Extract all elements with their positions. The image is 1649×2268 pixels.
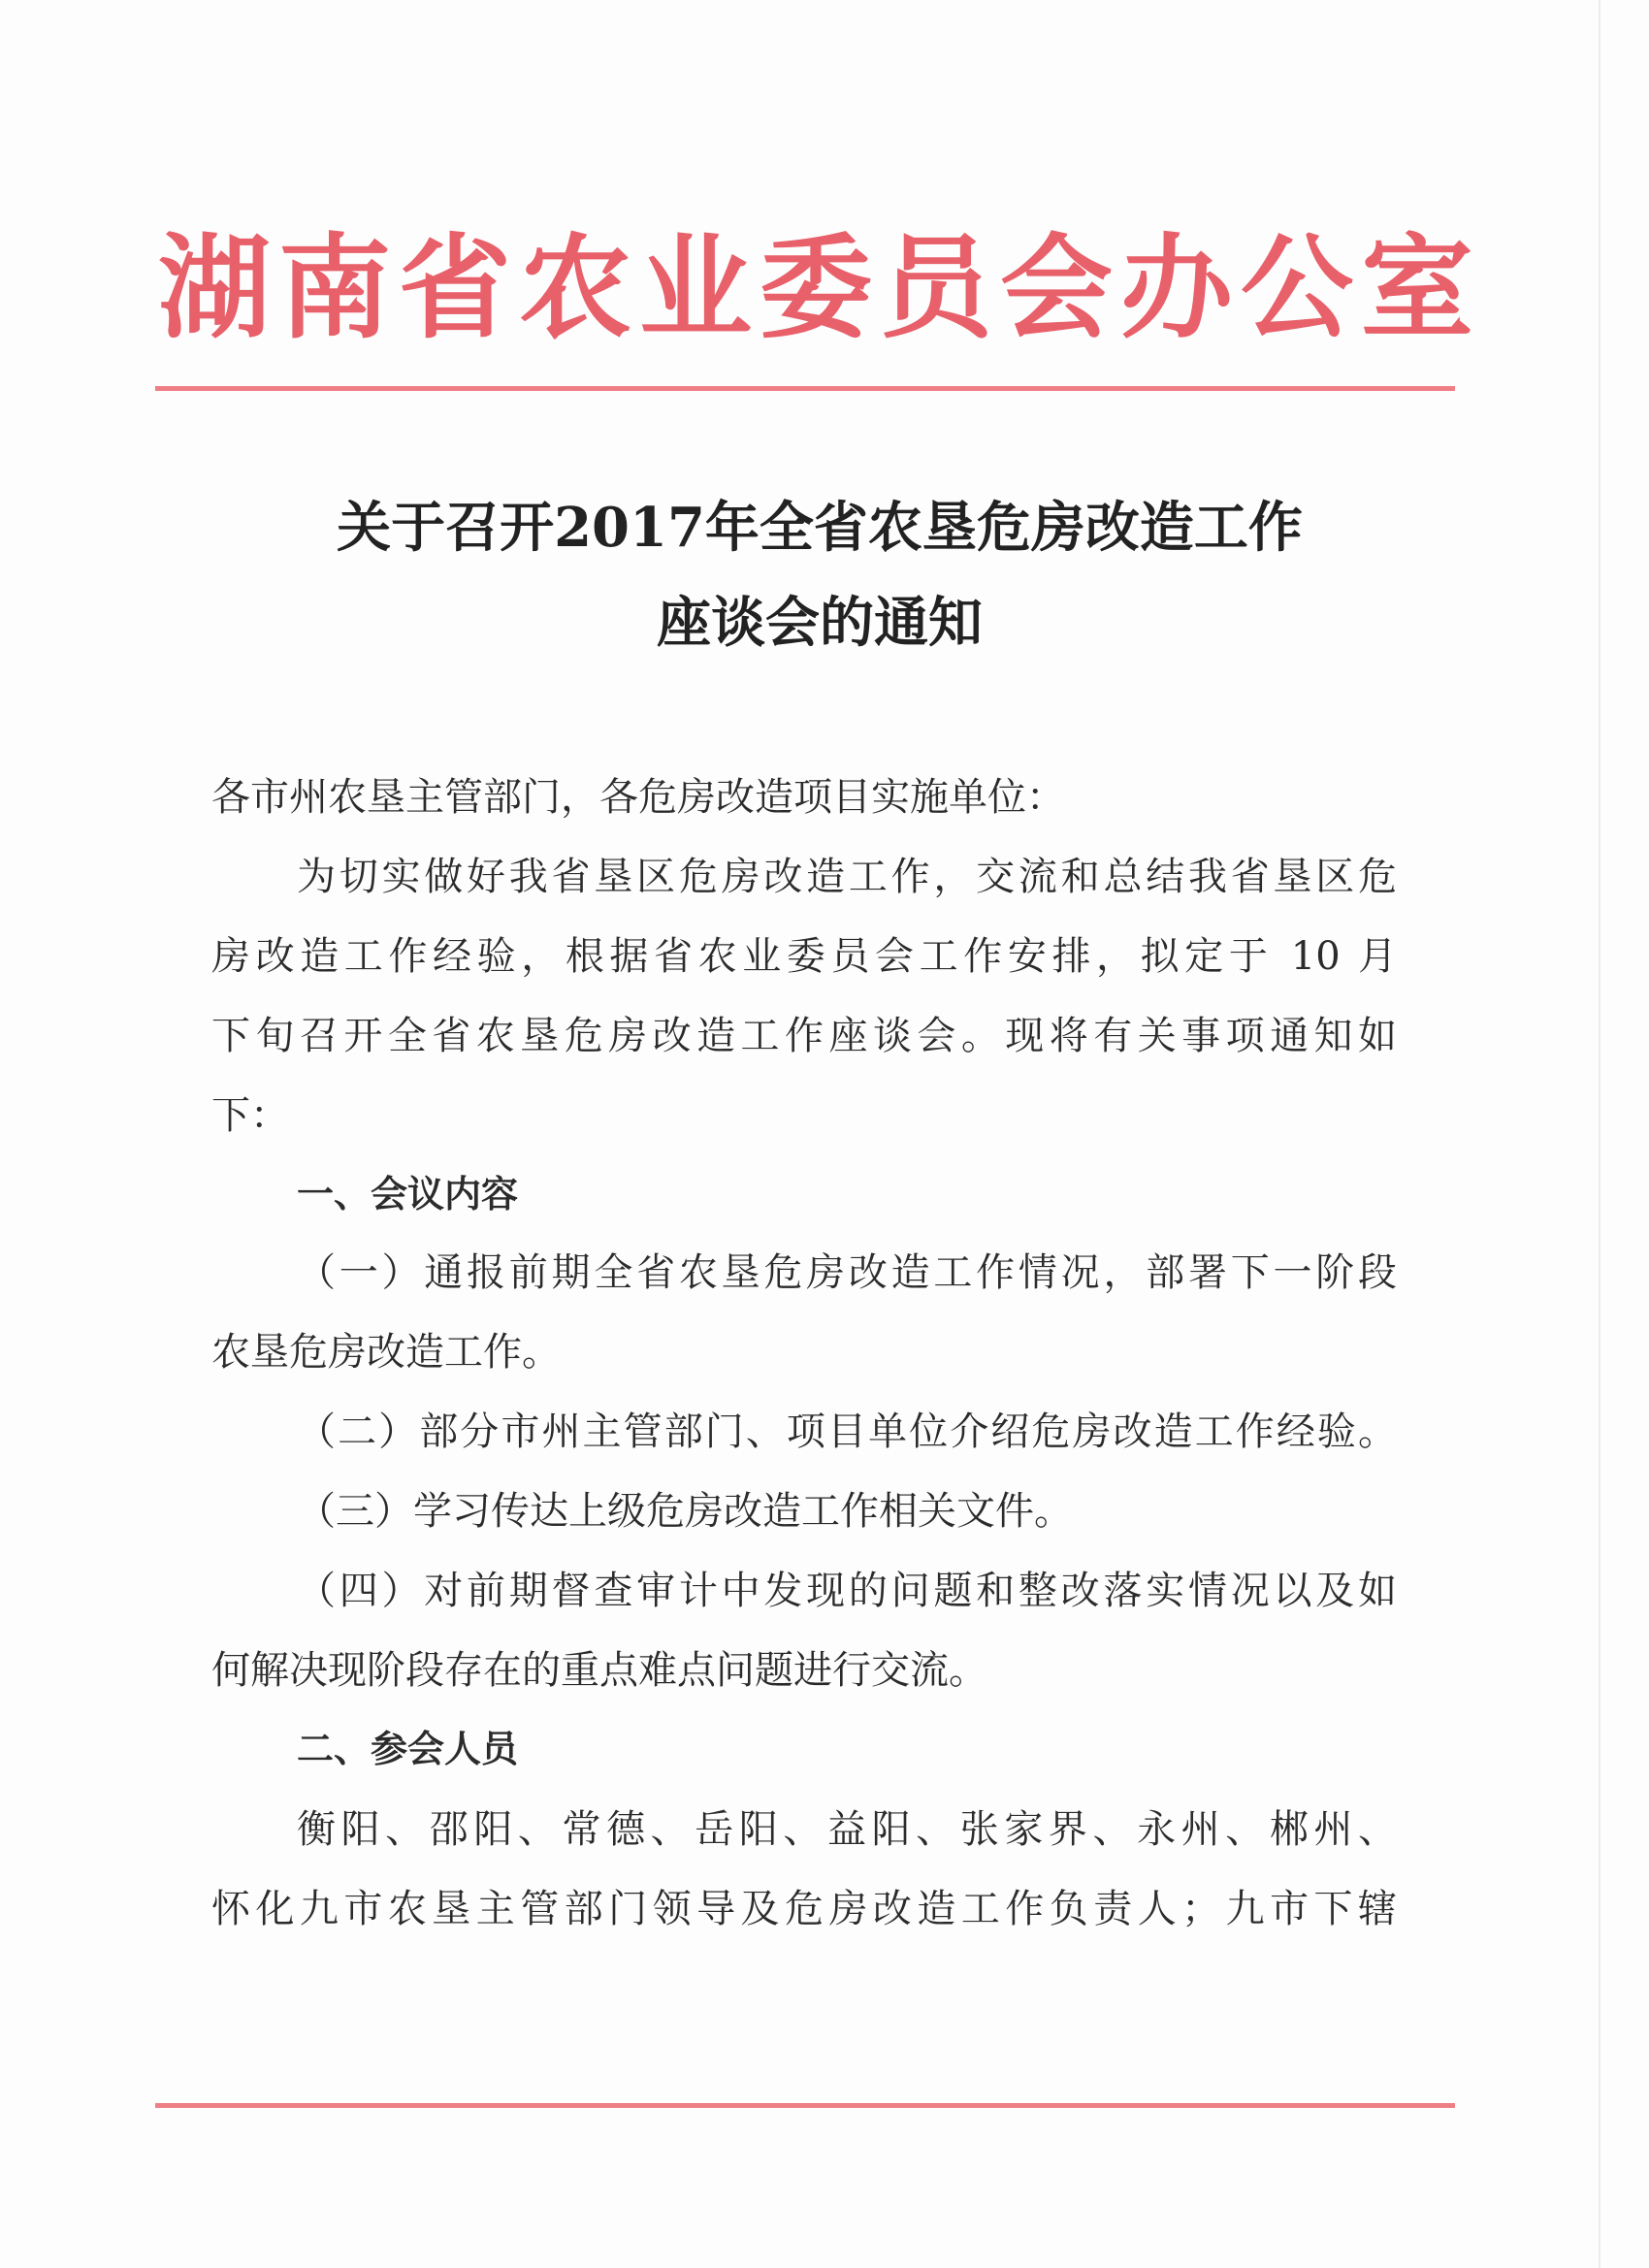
letterhead-title: 湖南省农业委员会办公室 — [158, 223, 1481, 354]
intro-line-4: 下： — [211, 1093, 289, 1138]
attendees-line-2: 怀化九市农垦主管部门领导及危房改造工作负责人；九市下辖 — [211, 1887, 1397, 1931]
agenda-item-3: （三）学习传达上级危房改造工作相关文件。 — [297, 1489, 1073, 1534]
section-heading-meeting-content: 一、会议内容 — [297, 1173, 519, 1215]
agenda-item-2: （二）部分市州主管部门、项目单位介绍危房改造工作经验。 — [297, 1409, 1397, 1454]
agenda-item-4-line-2: 何解决现阶段存在的重点难点问题进行交流。 — [211, 1648, 987, 1693]
document-title-line-2: 座谈会的通知 — [657, 591, 983, 655]
intro-line-2: 房改造工作经验，根据省农业委员会工作安排，拟定于 10 月 — [211, 934, 1397, 979]
footer-red-rule — [155, 2103, 1455, 2108]
intro-line-1: 为切实做好我省垦区危房改造工作，交流和总结我省垦区危 — [297, 855, 1397, 899]
agenda-item-4-line-1: （四）对前期督查审计中发现的问题和整改落实情况以及如 — [297, 1569, 1397, 1613]
salutation: 各市州农垦主管部门，各危房改造项目实施单位： — [211, 775, 1065, 820]
agenda-item-1-line-1: （一）通报前期全省农垦危房改造工作情况，部署下一阶段 — [297, 1250, 1397, 1295]
agenda-item-1-line-2: 农垦危房改造工作。 — [211, 1330, 561, 1375]
attendees-line-1: 衡阳、邵阳、常德、岳阳、益阳、张家界、永州、郴州、 — [297, 1807, 1397, 1852]
letterhead-red-rule — [155, 386, 1455, 391]
section-heading-attendees: 二、参会人员 — [297, 1728, 519, 1770]
document-title-line-1: 关于召开2017年全省农垦危房改造工作 — [337, 496, 1303, 560]
intro-line-3: 下旬召开全省农垦危房改造工作座谈会。现将有关事项通知如 — [211, 1014, 1397, 1058]
page-edge-shadow — [1599, 0, 1600, 2268]
